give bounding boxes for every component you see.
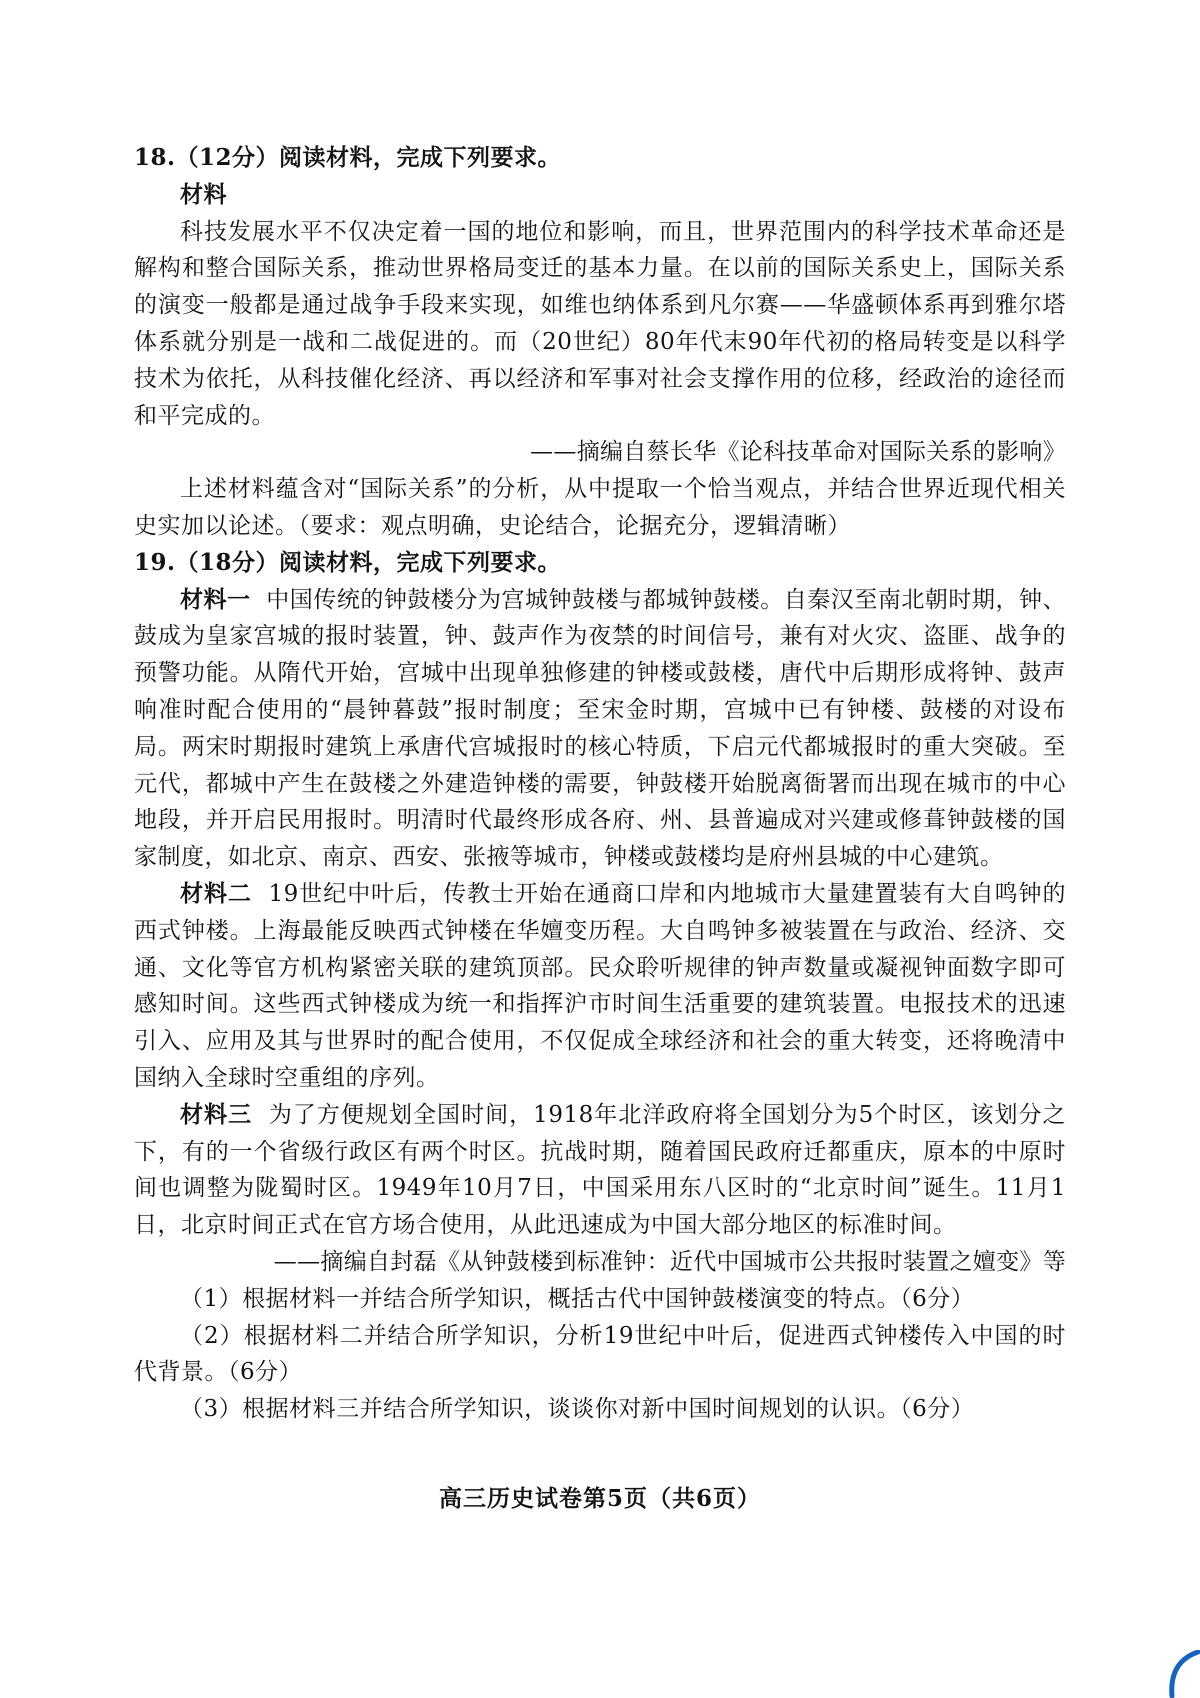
question-19-material-2 xyxy=(134,876,1066,1097)
material-1-text: 中国传统的钟鼓楼分为宫城钟鼓楼与都城钟鼓楼。自秦汉至南北朝时期，钟、鼓成为皇家宫城的报时装置，钟、鼓声作为夜禁的时间信号，兼有对火灾、盗匪、战争的预警功能。从隋代开始，宫城中出现单独修建的钟楼或鼓楼，唐代中后期形成将钟、鼓声响准时配合使用的“晨钟暮鼓”报时制度；至宋金时期，宫城中已有钟楼、鼓楼的对设布局。两宋时期报时建筑上承唐代宫城报时的核心特质，下启元代都城报时的重大突破。至元代，都城中产生在鼓楼之外建造钟楼的需要，钟鼓楼开始脱离衙署而出现在城市的中心地段，并开启民用报时。明清时代最终形成各府、州、县普遍成对兴建或修葺钟鼓楼的国家制度，如北京、南京、西安、张掖等城市，钟楼或鼓楼均是府州县城的中心建筑。 xyxy=(134,586,1067,871)
material-2-text: 19世纪中叶后，传教士开始在通商口岸和内地城市大量建置装有大自鸣钟的西式钟楼。上海最能反映西式钟楼在华嬗变历程。大自鸣钟多被装置在与政治、经济、交通、文化等官方机构紧密关联的建筑顶部。民众聆听规律的钟声数量或凝视钟面数字即可感知时间。这些西式钟楼成为统一和指挥沪市时间生活重要的建筑装置。电报技术的迅速引入、应用及其与世界时的配合使用，不仅促成全球经济和社会的重大转变，还将晚清中国纳入全球时空重组的序列。 xyxy=(134,880,1066,1091)
material-3-text: 为了方便规划全国时间，1918年北洋政府将全国划分为5个时区，该划分之下，有的一个省级行政区有两个时区。抗战时期，随着国民政府迁都重庆，原本的中原时间也调整为陇蜀时区。1949年10月7日，中国采用东八区时的“北京时间”诞生。11月1日，北京时间正式在官方场合使用，从此迅速成为中国大部分地区的标准时间。 xyxy=(134,1101,1067,1239)
corner-curl-mark xyxy=(1160,1650,1200,1698)
page-footer: 高三历史试卷第5页（共6页） xyxy=(438,1485,761,1512)
question-18-source: ——摘编自蔡长华《论科技革命对国际关系的影响》 xyxy=(530,439,1066,466)
question-19-task-1: （1）根据材料一并结合所学知识，概括古代中国钟鼓楼演变的特点。（6分） xyxy=(180,1285,975,1312)
question-19-material-1 xyxy=(134,582,1066,876)
question-19-task-3: （3）根据材料三并结合所学知识，谈谈你对新中国时间规划的认识。（6分） xyxy=(180,1396,975,1423)
question-18-material-label: 材料 xyxy=(180,180,227,208)
question-19-header: 19.（18分）阅读材料，完成下列要求。 xyxy=(134,548,562,576)
question-18-material-text: 科技发展水平不仅决定着一国的地位和影响，而且，世界范围内的科学技术革命还是解构和整合国际关系，推动世界格局变迁的基本力量。在以前的国际关系史上，国际关系的演变一般都是通过战争手段来实现，如维也纳体系到凡尔赛——华盛顿体系再到雅尔塔体系就分别是一战和二战促进的。而（20世纪）80年代末90年代初的格局转变是以科学技术为依托，从科技催化经济、再以经济和军事对社会支撑作用的位移，经政治的途径而和平完成的。 xyxy=(134,218,1066,429)
exam-page-body xyxy=(134,140,1066,1428)
material-3-label: 材料三 xyxy=(180,1100,253,1128)
question-19-task-2: （2）根据材料二并结合所学知识，分析19世纪中叶后，促进西式钟楼传入中国的时代背景。（6分） xyxy=(134,1322,1066,1386)
question-18-header: 18.（12分）阅读材料，完成下列要求。 xyxy=(134,144,562,171)
question-18-task: 上述材料蕴含对“国际关系”的分析，从中提取一个恰当观点，并结合世界近现代相关史实加以论述。（要求：观点明确，史论结合，论据充分，逻辑清晰） xyxy=(134,476,1066,539)
question-19-material-3 xyxy=(134,1097,1066,1244)
question-19-source: ——摘编自封磊《从钟鼓楼到标准钟：近代中国城市公共报时装置之嬗变》等 xyxy=(273,1248,1066,1275)
material-2-label: 材料二 xyxy=(180,879,252,907)
material-1-label: 材料一 xyxy=(180,585,251,613)
